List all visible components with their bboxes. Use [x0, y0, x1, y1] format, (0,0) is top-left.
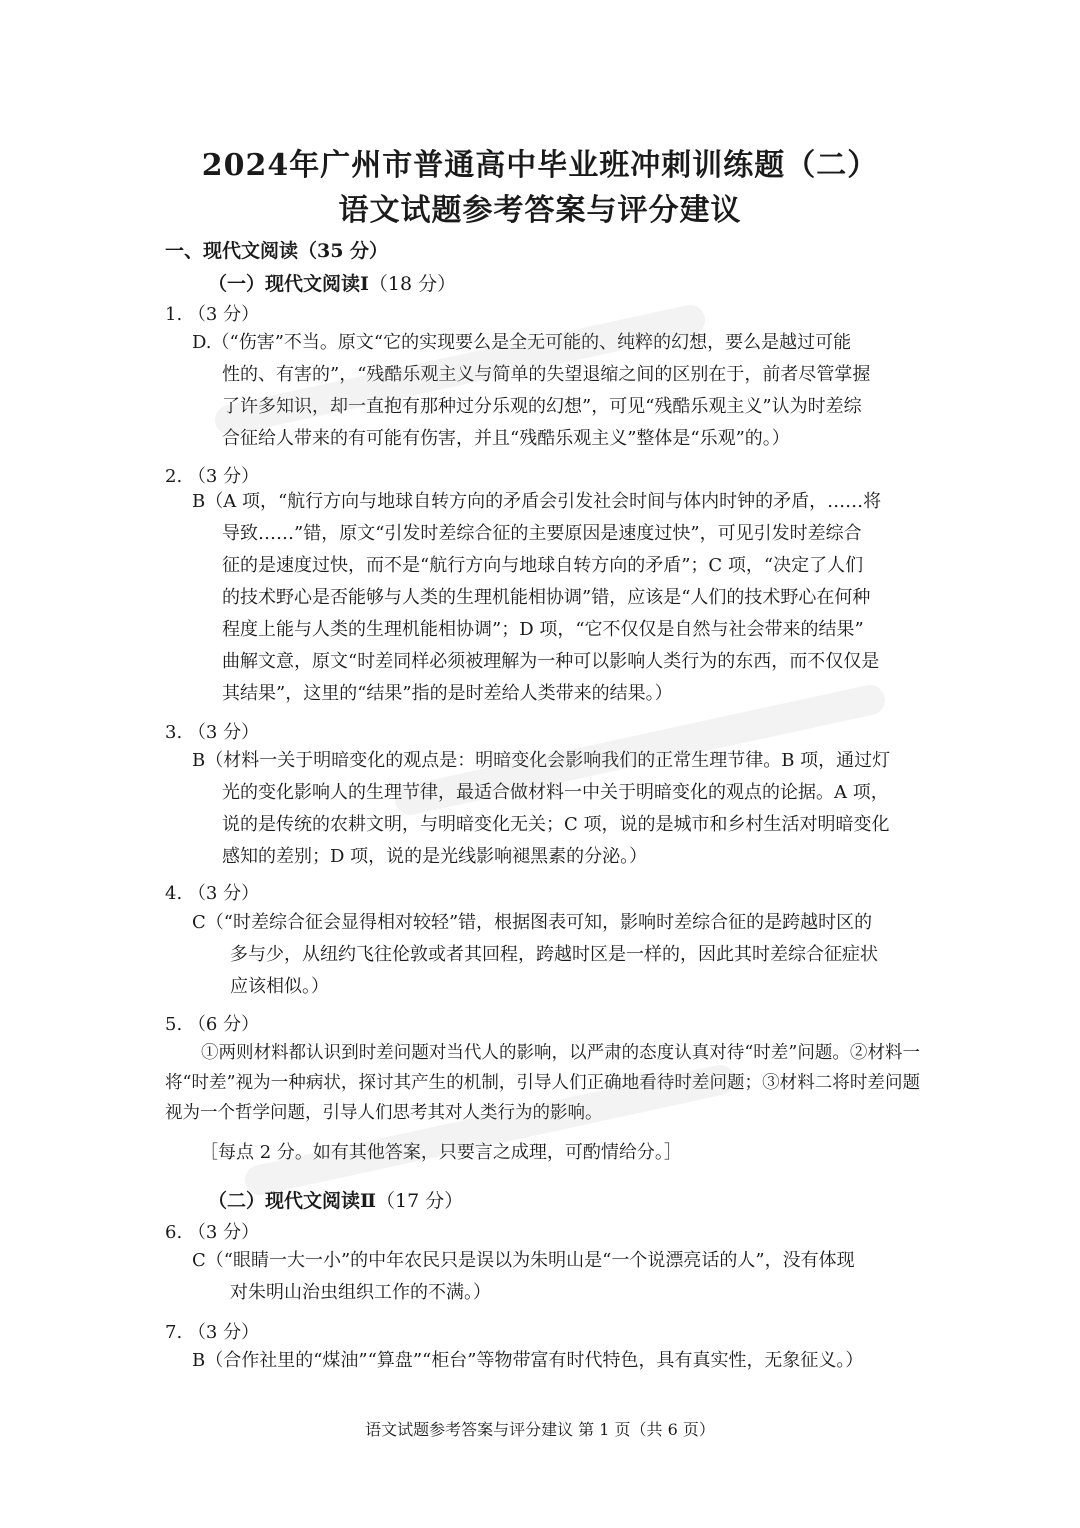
answer-line: B（A 项，“航行方向与地球自转方向的矛盾会引发社会时间与体内时钟的矛盾，……将	[192, 491, 882, 512]
part-heading-reading-1	[208, 269, 456, 296]
question-5-number: 5. （6 分）	[165, 1014, 260, 1035]
part-2-label: （二）现代文阅读Ⅱ	[208, 1190, 377, 1212]
question-4-answer	[192, 907, 872, 939]
question-3-answer-cont	[222, 777, 890, 873]
part-1-label: （一）现代文阅读Ⅰ	[208, 273, 369, 295]
answer-line: 多与少，从纽约飞往伦敦或者其回程，跨越时区是一样的，因此其时差综合征症状	[230, 944, 878, 965]
answer-line: 感知的差别；D 项，说的是光线影响褪黑素的分泌。）	[222, 846, 648, 867]
question-1-answer	[192, 327, 851, 359]
answer-line: 其结果”，这里的“结果”指的是时差给人类带来的结果。）	[222, 683, 673, 704]
answer-line: 征的是速度过快，而不是“航行方向与地球自转方向的矛盾”；C 项，“决定了人们	[222, 555, 864, 576]
answer-line: D.（“伤害”不当。原文“它的实现要么是全无可能的、纯粹的幻想，要么是越过可能	[192, 332, 852, 353]
question-5-scoring-note: ［每点 2 分。如有其他答案，只要言之成理，可酌情给分。］	[200, 1142, 682, 1163]
question-2-number: 2. （3 分）	[165, 466, 260, 487]
part-1-points: （18 分）	[368, 273, 457, 295]
question-3-answer	[192, 745, 890, 777]
page-footer: 语文试题参考答案与评分建议 第 1 页（共 6 页）	[365, 1420, 715, 1439]
answer-line: 光的变化影响人的生理节律，最适合做材料一中关于明暗变化的观点的论据。A 项，	[222, 782, 889, 803]
question-6-answer	[192, 1245, 855, 1277]
answer-line: 说的是传统的农耕文明，与明暗变化无关；C 项，说的是城市和乡村生活对明暗变化	[222, 814, 890, 835]
question-2-answer-cont	[222, 518, 879, 710]
answer-line: 的技术野心是否能够与人类的生理机能相协调”错，应该是“人们的技术野心在何种	[222, 587, 871, 608]
part-heading-reading-2	[208, 1186, 463, 1213]
answer-line: B（材料一关于明暗变化的观点是：明暗变化会影响我们的正常生理节律。B 项，通过灯	[192, 750, 891, 771]
question-6-answer-cont	[230, 1277, 491, 1309]
answer-line: B（合作社里的“煤油”“算盘”“柜台”等物带富有时代特色，具有真实性，无象征义。）	[192, 1350, 864, 1371]
answer-line: 导致……”错，原文“引发时差综合征的主要原因是速度过快”，可见引发时差综合	[222, 523, 862, 544]
exam-title: 2024年广州市普通高中毕业班冲刺训练题（二）	[201, 148, 879, 183]
question-3-number: 3. （3 分）	[165, 722, 260, 743]
answer-line: C（“时差综合征会显得相对较轻”错，根据图表可知，影响时差综合征的是跨越时区的	[192, 912, 873, 933]
question-7-number: 7. （3 分）	[165, 1322, 260, 1343]
question-4-answer-cont	[230, 939, 878, 1003]
question-6-number: 6. （3 分）	[165, 1222, 260, 1243]
answer-line: 程度上能与人类的生理机能相协调”；D 项，“它不仅仅是自然与社会带来的结果”	[222, 619, 864, 640]
question-1-answer-cont	[222, 359, 870, 455]
question-1-number: 1. （3 分）	[165, 304, 260, 325]
question-5-answer: ①两则材料都认识到时差问题对当代人的影响，以严肃的态度认真对待“时差”问题。②材料一将“时差”视为一种病状，探讨其产生的机制，引导人们正确地看待时差问题；③材料二将时差问题视为一个哲学问题，引导人们思考其对人类行为的影响。	[165, 1043, 920, 1123]
answer-line: 曲解文意，原文“时差同样必须被理解为一种可以影响人类行为的东西，而不仅仅是	[222, 651, 880, 672]
question-4-number: 4. （3 分）	[165, 883, 260, 904]
answer-line: 合征给人带来的有可能有伤害，并且“残酷乐观主义”整体是“乐观”的。）	[222, 428, 790, 449]
answer-line: 了许多知识，却一直抱有那种过分乐观的幻想”，可见“残酷乐观主义”认为时差综	[222, 396, 862, 417]
section-heading-reading: 一、现代文阅读（35 分）	[165, 240, 389, 262]
answer-line: 性的、有害的”，“残酷乐观主义与简单的失望退缩之间的区别在于，前者尽管掌握	[222, 364, 871, 385]
exam-subtitle: 语文试题参考答案与评分建议	[338, 193, 742, 228]
question-2-answer	[192, 486, 881, 518]
part-2-points: （17 分）	[376, 1190, 464, 1212]
answer-line: C（“眼睛一大一小”的中年农民只是误以为朱明山是“一个说漂亮话的人”，没有体现	[192, 1250, 855, 1271]
answer-line: 对朱明山治虫组织工作的不满。）	[230, 1282, 491, 1303]
question-7-answer	[192, 1345, 863, 1377]
answer-line: 应该相似。）	[230, 976, 329, 997]
